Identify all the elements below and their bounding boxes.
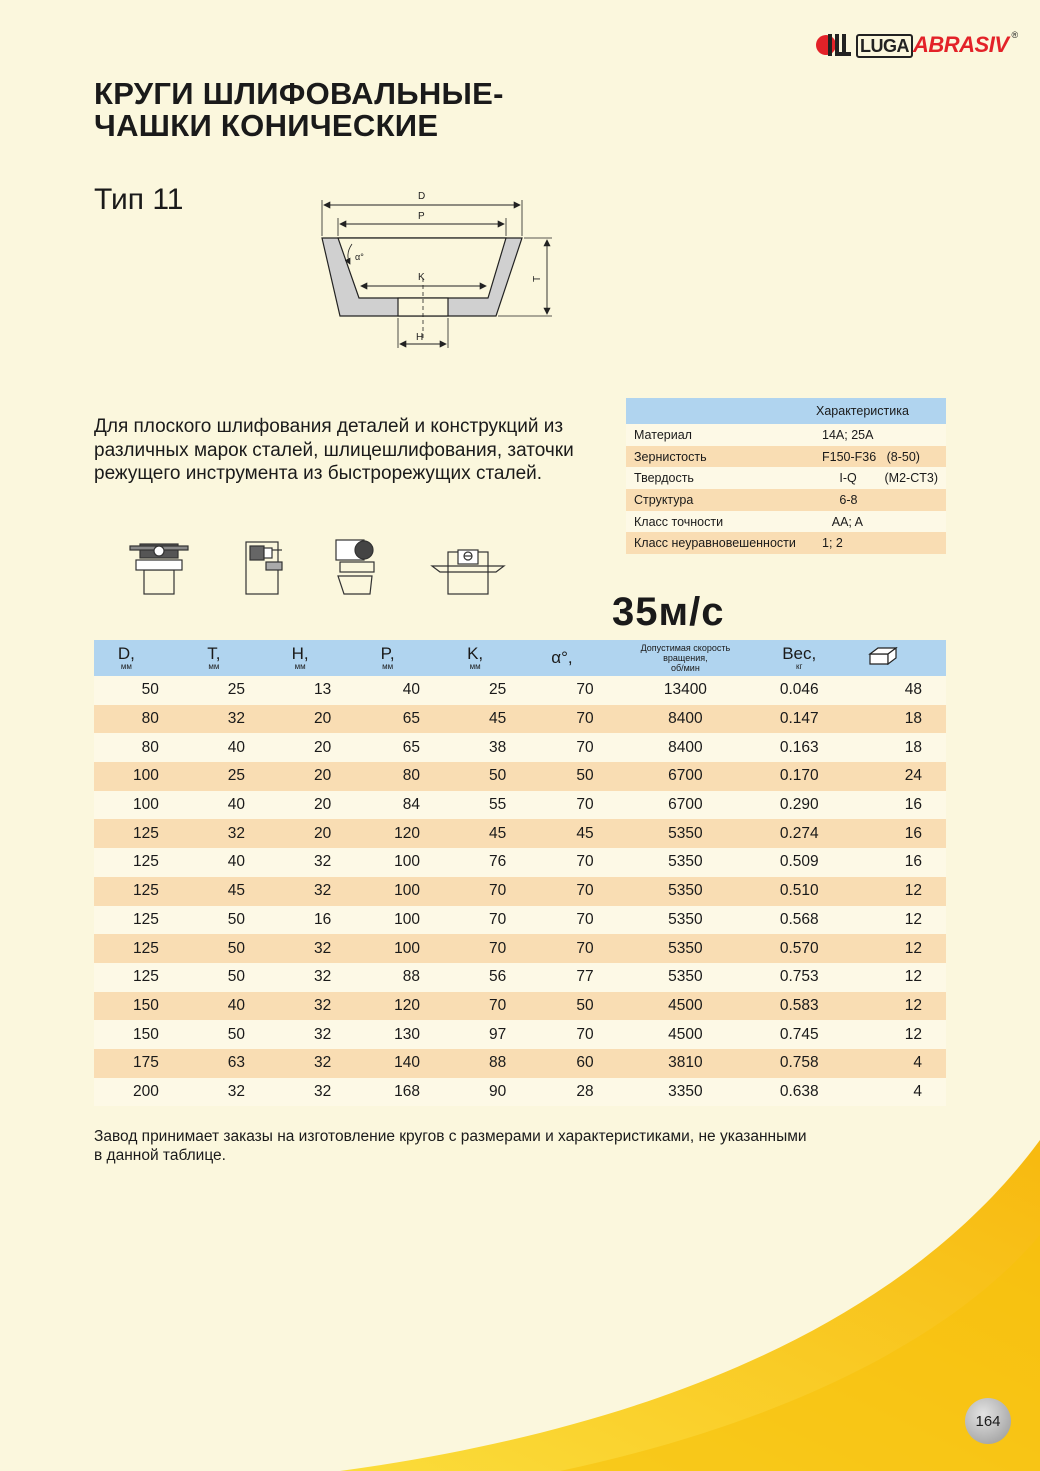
characteristic-label: Структура <box>626 489 814 511</box>
characteristic-value: I-Q (M2-CT3) <box>814 467 946 489</box>
cell-P: 100 <box>355 934 444 963</box>
cell-D: 100 <box>94 762 183 791</box>
cell-package-qty: 16 <box>843 819 946 848</box>
cell-alpha: 45 <box>530 819 625 848</box>
cell-weight: 0.274 <box>755 819 843 848</box>
cell-weight: 0.638 <box>755 1078 843 1107</box>
cell-weight: 0.290 <box>755 791 843 820</box>
wheel-type-label: Тип 11 <box>94 183 184 216</box>
col-header-weight: Вес, кг <box>755 640 843 676</box>
cell-K: 25 <box>444 676 530 705</box>
table-row <box>94 934 946 963</box>
cell-alpha: 77 <box>530 963 625 992</box>
max-speed-label <box>612 590 724 635</box>
cell-T: 40 <box>183 791 269 820</box>
cell-H: 32 <box>269 1078 355 1107</box>
cell-P: 168 <box>355 1078 444 1107</box>
cell-P: 80 <box>355 762 444 791</box>
characteristic-value: 6-8 <box>814 489 946 511</box>
brand-logo <box>815 28 1018 62</box>
luga-abrasiv-logo-icon <box>815 31 853 59</box>
cell-H: 32 <box>269 848 355 877</box>
cell-K: 45 <box>444 819 530 848</box>
cell-H: 32 <box>269 1020 355 1049</box>
cell-T: 45 <box>183 877 269 906</box>
speed-value: 35 <box>612 590 659 634</box>
cell-weight: 0.758 <box>755 1049 843 1078</box>
cell-H: 20 <box>269 733 355 762</box>
col-header-K: K, мм <box>444 640 530 676</box>
col-header-package <box>843 640 946 676</box>
table-row <box>94 676 946 705</box>
cell-alpha: 50 <box>530 762 625 791</box>
cell-H: 32 <box>269 877 355 906</box>
table-row <box>94 1020 946 1049</box>
cell-H: 20 <box>269 762 355 791</box>
cell-D: 100 <box>94 791 183 820</box>
page-title <box>94 78 504 142</box>
characteristic-label: Класс точности <box>626 511 814 533</box>
cell-speed: 5350 <box>626 848 755 877</box>
cell-alpha: 70 <box>530 848 625 877</box>
cell-P: 120 <box>355 992 444 1021</box>
cell-package-qty: 12 <box>843 992 946 1021</box>
table-row <box>94 1049 946 1078</box>
table-row <box>94 705 946 734</box>
table-row <box>94 906 946 935</box>
flat-grinding-icon <box>432 550 504 594</box>
cell-speed: 5350 <box>626 906 755 935</box>
cell-P: 100 <box>355 877 444 906</box>
dim-T-label: T <box>532 275 543 282</box>
cell-T: 50 <box>183 906 269 935</box>
cell-weight: 0.509 <box>755 848 843 877</box>
page-number: 164 <box>965 1398 1011 1444</box>
cell-K: 56 <box>444 963 530 992</box>
cell-D: 125 <box>94 963 183 992</box>
cell-D: 125 <box>94 819 183 848</box>
table-row <box>94 963 946 992</box>
cell-H: 20 <box>269 705 355 734</box>
cell-T: 25 <box>183 762 269 791</box>
cell-T: 50 <box>183 1020 269 1049</box>
cell-speed: 3810 <box>626 1049 755 1078</box>
table-row <box>94 1078 946 1107</box>
cell-speed: 6700 <box>626 791 755 820</box>
brand-name <box>856 31 1009 60</box>
cell-speed: 5350 <box>626 934 755 963</box>
cell-weight: 0.568 <box>755 906 843 935</box>
cell-weight: 0.753 <box>755 963 843 992</box>
cell-T: 32 <box>183 819 269 848</box>
cell-weight: 0.745 <box>755 1020 843 1049</box>
cell-package-qty: 4 <box>843 1049 946 1078</box>
characteristic-label: Твердость <box>626 467 814 489</box>
cell-alpha: 70 <box>530 906 625 935</box>
cell-T: 50 <box>183 934 269 963</box>
characteristics-row <box>626 489 946 511</box>
cell-D: 125 <box>94 877 183 906</box>
cell-alpha: 70 <box>530 1020 625 1049</box>
cell-P: 140 <box>355 1049 444 1078</box>
cell-K: 90 <box>444 1078 530 1107</box>
cell-H: 32 <box>269 963 355 992</box>
spline-grinding-icon <box>336 540 374 594</box>
cell-K: 70 <box>444 877 530 906</box>
cell-speed: 4500 <box>626 992 755 1021</box>
cell-H: 20 <box>269 791 355 820</box>
cell-weight: 0.170 <box>755 762 843 791</box>
cell-T: 40 <box>183 733 269 762</box>
cell-alpha: 50 <box>530 992 625 1021</box>
cell-P: 40 <box>355 676 444 705</box>
cell-K: 55 <box>444 791 530 820</box>
cell-P: 100 <box>355 906 444 935</box>
application-description: Для плоского шлифования деталей и конструкций из различных марок сталей, шлицешлифования, заточки режущего инструмента из быстрорежущих сталей. <box>94 416 574 484</box>
cell-alpha: 70 <box>530 791 625 820</box>
cell-D: 150 <box>94 1020 183 1049</box>
cell-K: 38 <box>444 733 530 762</box>
cell-P: 84 <box>355 791 444 820</box>
cell-package-qty: 18 <box>843 733 946 762</box>
cell-package-qty: 16 <box>843 791 946 820</box>
col-header-speed: Допустимая скорость вращения, об/мин <box>626 640 755 676</box>
cell-speed: 8400 <box>626 733 755 762</box>
cell-weight: 0.163 <box>755 733 843 762</box>
page-title-line2: ЧАШКИ КОНИЧЕСКИЕ <box>94 108 439 143</box>
cell-D: 150 <box>94 992 183 1021</box>
cell-T: 25 <box>183 676 269 705</box>
cell-speed: 8400 <box>626 705 755 734</box>
characteristic-value: 14A; 25A <box>814 424 946 446</box>
dim-P-label: P <box>418 211 425 222</box>
cell-D: 80 <box>94 705 183 734</box>
cell-package-qty: 16 <box>843 848 946 877</box>
cell-weight: 0.510 <box>755 877 843 906</box>
cell-D: 50 <box>94 676 183 705</box>
cell-weight: 0.046 <box>755 676 843 705</box>
cell-speed: 3350 <box>626 1078 755 1107</box>
cell-P: 65 <box>355 705 444 734</box>
cell-alpha: 70 <box>530 676 625 705</box>
cell-package-qty: 24 <box>843 762 946 791</box>
dim-H-label: H <box>416 332 424 343</box>
characteristic-label: Класс неуравновешенности <box>626 532 814 554</box>
cell-weight: 0.570 <box>755 934 843 963</box>
characteristic-value: AA; A <box>814 511 946 533</box>
cell-H: 32 <box>269 934 355 963</box>
col-header-P: P, мм <box>355 640 444 676</box>
cell-K: 50 <box>444 762 530 791</box>
col-header-D: D, мм <box>94 640 183 676</box>
registered-mark: ® <box>1011 30 1019 40</box>
cell-alpha: 28 <box>530 1078 625 1107</box>
package-box-icon <box>868 647 898 665</box>
speed-unit: м/с <box>658 590 725 634</box>
characteristic-value: 1; 2 <box>814 532 946 554</box>
col-header-T: T, мм <box>183 640 269 676</box>
cell-P: 100 <box>355 848 444 877</box>
cell-alpha: 70 <box>530 877 625 906</box>
cell-K: 70 <box>444 934 530 963</box>
surface-grinding-icon <box>130 544 188 594</box>
cell-K: 45 <box>444 705 530 734</box>
dim-K-label: K <box>418 272 425 283</box>
characteristics-row <box>626 424 946 446</box>
table-row <box>94 762 946 791</box>
table-row <box>94 992 946 1021</box>
cell-speed: 5350 <box>626 819 755 848</box>
col-header-H: H, мм <box>269 640 355 676</box>
application-icons <box>128 536 508 598</box>
custom-order-note: Завод принимает заказы на изготовление кругов с размерами и характеристиками, не указанными в данной таблице. <box>94 1128 807 1164</box>
characteristics-table <box>626 398 946 554</box>
cell-package-qty: 12 <box>843 963 946 992</box>
characteristics-row <box>626 511 946 533</box>
brand-name-luga: LUGA <box>856 34 913 58</box>
table-row <box>94 848 946 877</box>
cell-alpha: 60 <box>530 1049 625 1078</box>
cell-D: 125 <box>94 934 183 963</box>
cell-P: 65 <box>355 733 444 762</box>
cell-weight: 0.147 <box>755 705 843 734</box>
characteristics-row <box>626 446 946 468</box>
characteristic-label: Материал <box>626 424 814 446</box>
cell-D: 200 <box>94 1078 183 1107</box>
cell-T: 32 <box>183 705 269 734</box>
cell-K: 70 <box>444 992 530 1021</box>
cell-P: 120 <box>355 819 444 848</box>
cell-package-qty: 12 <box>843 1020 946 1049</box>
cell-alpha: 70 <box>530 934 625 963</box>
cell-D: 125 <box>94 848 183 877</box>
table-row <box>94 819 946 848</box>
cell-package-qty: 4 <box>843 1078 946 1107</box>
characteristic-value: F150-F36 (8-50) <box>814 446 946 468</box>
cell-speed: 5350 <box>626 963 755 992</box>
cell-D: 125 <box>94 906 183 935</box>
cell-package-qty: 12 <box>843 877 946 906</box>
cell-T: 32 <box>183 1078 269 1107</box>
cell-H: 16 <box>269 906 355 935</box>
cell-D: 175 <box>94 1049 183 1078</box>
cell-T: 40 <box>183 992 269 1021</box>
cell-speed: 5350 <box>626 877 755 906</box>
dimensions-table <box>94 640 946 1106</box>
cell-package-qty: 48 <box>843 676 946 705</box>
cell-alpha: 70 <box>530 733 625 762</box>
page-title-line1: КРУГИ ШЛИФОВАЛЬНЫЕ- <box>94 76 504 111</box>
cell-H: 32 <box>269 992 355 1021</box>
cup-wheel-drawing <box>312 186 562 356</box>
cell-K: 97 <box>444 1020 530 1049</box>
brand-name-abrasiv: ABRASIV <box>913 31 1009 57</box>
cell-T: 63 <box>183 1049 269 1078</box>
cell-weight: 0.583 <box>755 992 843 1021</box>
cell-H: 32 <box>269 1049 355 1078</box>
table-row <box>94 733 946 762</box>
cell-P: 88 <box>355 963 444 992</box>
table-row <box>94 791 946 820</box>
cell-K: 88 <box>444 1049 530 1078</box>
characteristic-label: Зернистость <box>626 446 814 468</box>
cell-T: 40 <box>183 848 269 877</box>
tool-sharpening-icon <box>246 542 282 594</box>
cell-speed: 6700 <box>626 762 755 791</box>
cell-H: 13 <box>269 676 355 705</box>
cell-speed: 4500 <box>626 1020 755 1049</box>
cell-alpha: 70 <box>530 705 625 734</box>
dim-D-label: D <box>418 191 426 202</box>
characteristics-row <box>626 467 946 489</box>
characteristics-row <box>626 532 946 554</box>
cell-package-qty: 18 <box>843 705 946 734</box>
cell-D: 80 <box>94 733 183 762</box>
cell-P: 130 <box>355 1020 444 1049</box>
cell-K: 76 <box>444 848 530 877</box>
cell-T: 50 <box>183 963 269 992</box>
col-header-alpha: α°, <box>530 640 625 676</box>
cell-package-qty: 12 <box>843 934 946 963</box>
cell-K: 70 <box>444 906 530 935</box>
cell-speed: 13400 <box>626 676 755 705</box>
cell-H: 20 <box>269 819 355 848</box>
table-row <box>94 877 946 906</box>
cell-package-qty: 12 <box>843 906 946 935</box>
characteristics-header: Характеристика <box>626 398 946 424</box>
dim-alpha-label: α° <box>355 252 364 262</box>
